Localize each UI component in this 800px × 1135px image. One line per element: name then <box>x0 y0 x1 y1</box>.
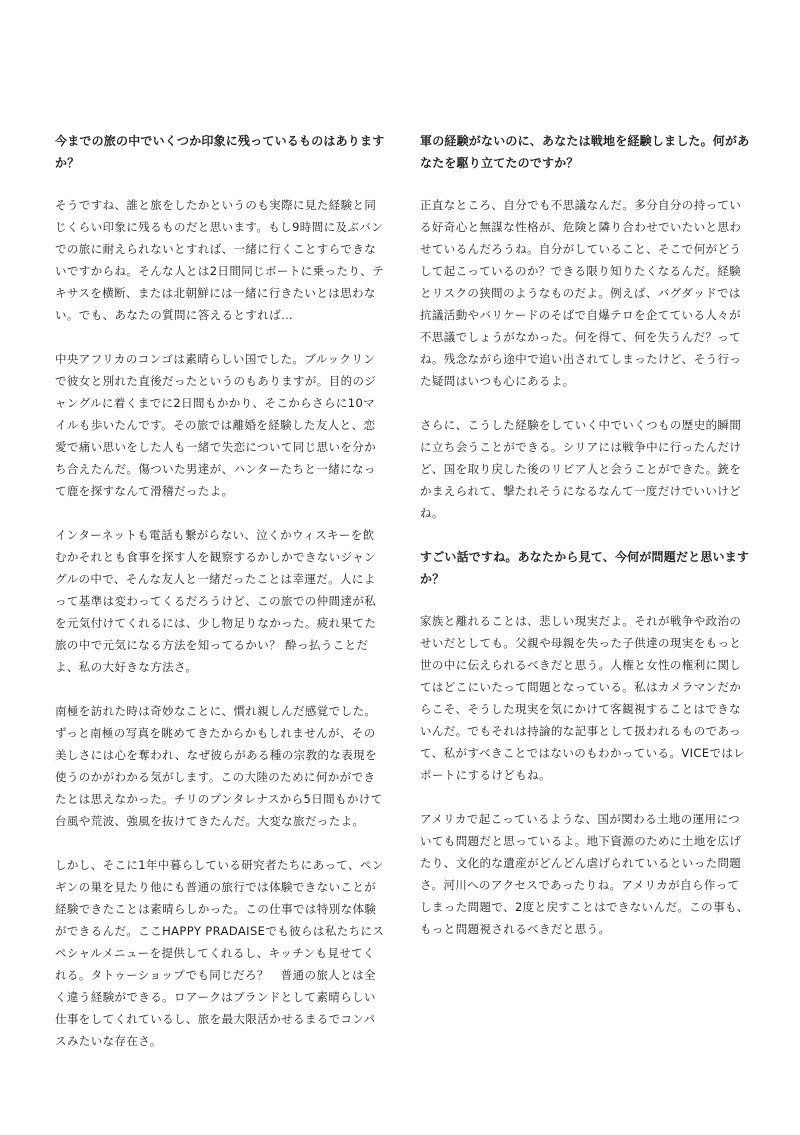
answer-paragraph: さらに、こうした経験をしていく中でいくつもの歴史的瞬間に立ち会うことができる。シリアには戦争中に行ったんだけど、国を取り戻した後のリビア人と会うことができた。銃をかまえられて、撃たれそうになるなんて一度だけでいいけどね。 <box>420 418 742 520</box>
answer-paragraph: 家族と離れることは、悲しい現実だよ。それが戦争や政治のせいだとしても。父親や母親を失った子供達の現実をもっと世の中に伝えられるべきだと思う。人権と女性の権利に関してはどこにいたって問題となっている。私はカメラマンだからこそ、そうした現実を気にかけて客観視することはできないんだ。でもそれは持論的な記事として扱われるものであって、私がすべきことではないのもわかっている。VICEではレポートにするけどもね。 <box>420 614 746 782</box>
answer-paragraph: そうですね、誰と旅をしたかというのも実際に見た経験と同じくらい印象に残るものだと思います。もし9時間に及ぶバンでの旅に耐えられないとすれば、一緒に行くことすらできないですからね。そんな人とは2日間同じボートに乗ったり、テキサスを横断、または北朝鮮には一緒に行きたいとは思わない。でも、あなたの質問に答えるとすれば… <box>55 198 385 322</box>
answer-paragraph: 正直なところ、自分でも不思議なんだ。多分自分の持っている好奇心と無謀な性格が、危険と隣り合わせでいたいと思わせているんだろうね。自分がしていること、そこで何がどうして起こっているのか？できる限り知りたくなるんだ。経験とリスクの狭間のようなものだよ。例えば、バグダッドでは抗議活動やバリケードのそばで自爆テロを企てている人々が不思議でしょうがなかった。何を得て、何を失うんだ？ってね。残念ながら途中で追い出されてしまったけど、そう行った疑問はいつも心にあるよ。 <box>420 198 742 388</box>
answer-paragraph: しかし、そこに1年中暮らしている研究者たちにあって、ペンギンの巣を見たり他にも普通の旅行では体験できないことが経験できたことは素晴らしかった。この仕事では特別な体験ができるんだ。ここHAPPY PRADAISEでも彼らは私たちにスペシャルメニューを提供してくれるし、キッチンも見せてくれる。タトゥーショップでも同じだろ？ 普通の旅人とは全く違う経験ができる。ロアークはブランドとして素晴らしい仕事をしてくれているし、旅を最大限活かせるまるでコンパスみたいな存在さ。 <box>55 858 385 1048</box>
answer-paragraph: 中央アフリカのコンゴは素晴らしい国でした。ブルックリンで彼女と別れた直後だったというのもありますが。目的のジャングルに着くまでに2日間もかかり、そこからさらに10マイルも歩いたんです。その旅では離婚を経験した友人と、恋愛で痛い思いをした人も一緒で失恋について同じ思いを分かち合えたんだ。傷ついた男達が、ハンターたちと一緒になって鹿を探すなんて滑稽だったよ。 <box>55 352 377 498</box>
interview-question: 軍の経験がないのに、あなたは戦地を経験しました。何があなたを駆り立てたのですか？ <box>420 134 750 170</box>
answer-paragraph: アメリカで起こっているような、国が関わる土地の運用についても問題だと思っているよ。地下資源のために土地を広げたり、文化的な遺産がどんどん虐げられているといった問題さ。河川へのアクセスであったりね。アメリカが自ら作ってしまった問題で、2度と戻すことはできないんだ。この事も、もっと問題視されるべきだと思う。 <box>420 812 749 936</box>
answer-paragraph: 南極を訪れた時は奇妙なことに、慣れ親しんだ感覚でした。ずっと南極の写真を眺めてきたからかもしれませんが、その美しさには心を奪われ、なぜ彼らがある種の宗教的な表現を使うのかがわかる気がします。この大陸のために何かができたとは思えなかった。チリのプンタレナスから5日間もかけて台風や荒波、強風を抜けてきたんだ。大変な旅だったよ。 <box>55 704 383 828</box>
interview-question: 今までの旅の中でいくつか印象に残っているものはありますか？ <box>55 134 385 170</box>
answer-paragraph: インターネットも電話も繋がらない、泣くかウィスキーを飲むかそれとも食事を探す人を観察するかしかできないジャングルの中で、そんな友人と一緒だったことは幸運だ。人によって基準は変わってくるだろうけど、この旅での仲間達が私を元気付けてくれるには、少し物足りなかった。疲れ果てた旅の中で元気になる方法を知ってるかい？ 酔っ払うことだよ、私の大好きな方法さ。 <box>55 528 377 674</box>
interview-question: すごい話ですね。あなたから見て、今何が問題だと思いますか？ <box>420 550 750 586</box>
left-column <box>55 130 385 1074</box>
right-column <box>420 130 750 962</box>
